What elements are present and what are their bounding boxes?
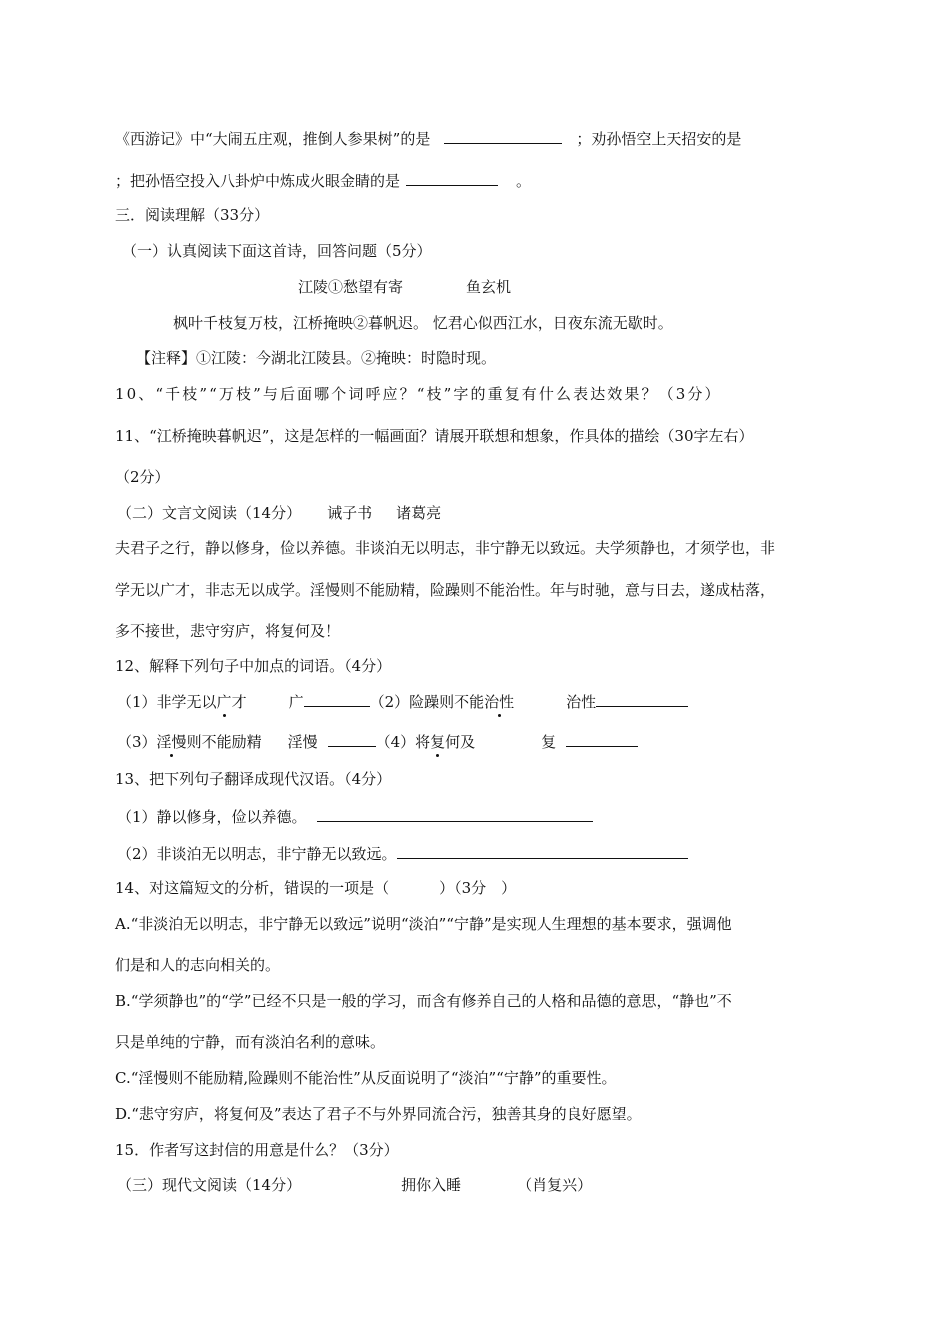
q12-item3-dotted: 淫慢 bbox=[156, 733, 187, 751]
q14-prompt-post: ）（3分 ） bbox=[439, 879, 517, 897]
q9-text-3: ；把孙悟空投入八卦炉中炼成火眼金睛的是 bbox=[115, 172, 401, 190]
question-15: 15．作者写这封信的用意是什么？（3分） bbox=[115, 1141, 399, 1159]
question-11: 11、“江桥掩映暮帆迟”，这是怎样的一幅画面？请展开联想和想象，作具体的描绘（30字左右） bbox=[115, 427, 754, 445]
question-12-row-2 bbox=[117, 731, 638, 752]
question-13-item-1 bbox=[117, 806, 593, 827]
q14-option-b-line-1: B.“学须静也”的“学”已经不只是一般的学习，而含有修养自己的人格和品德的意思，“静也”不 bbox=[115, 992, 732, 1010]
q12-item2-pre: （2）险躁则不能 bbox=[369, 693, 485, 711]
answer-blank-q12-2[interactable] bbox=[596, 691, 688, 707]
classical-line-3: 多不接世，悲守穷庐，将复何及！ bbox=[115, 622, 341, 640]
modern-author: （肖复兴） bbox=[517, 1176, 593, 1194]
q12-item1-word: 广 bbox=[288, 693, 304, 711]
poem-body: 枫叶千枝复万枝，江桥掩映②暮帆迟。 忆君心似西江水，日夜东流无歇时。 bbox=[173, 314, 673, 332]
q12-item4-pre: （4）将 bbox=[375, 733, 431, 751]
classical-line-2: 学无以广才，非志无以成学。淫慢则不能励精，险躁则不能治性。年与时驰，意与日去，遂成枯落， bbox=[115, 581, 776, 599]
classical-section-intro bbox=[117, 503, 441, 523]
q13-sentence-2: （2）非谈泊无以明志，非宁静无以致远。 bbox=[117, 845, 397, 863]
answer-blank-q9-1[interactable] bbox=[444, 128, 562, 144]
q14-option-a-line-1: A.“非淡泊无以明志，非宁静无以致远”说明“淡泊”“宁静”是实现人生理想的基本要求，强调他 bbox=[115, 915, 732, 933]
section-3-heading: 三．阅读理解（33分） bbox=[115, 206, 270, 224]
q12-item3-word: 淫慢 bbox=[287, 733, 318, 751]
q12-item4-dotted: 复 bbox=[430, 733, 446, 751]
q12-item3-pre: （3） bbox=[117, 733, 157, 751]
poem-author: 鱼玄机 bbox=[466, 278, 512, 296]
q12-item1-post: 才 bbox=[231, 693, 247, 711]
modern-section-intro bbox=[117, 1175, 592, 1195]
poem-note: 【注释】①江陵：今湖北江陵县。②掩映：时隐时现。 bbox=[136, 349, 497, 367]
question-9-line-2 bbox=[115, 170, 531, 191]
question-12-prompt: 12、解释下列句子中加点的词语。（4分） bbox=[115, 657, 392, 675]
q12-item4-word: 复 bbox=[541, 733, 557, 751]
answer-blank-q9-2[interactable] bbox=[406, 170, 498, 186]
classical-author: 诸葛亮 bbox=[396, 504, 442, 522]
q12-item1-dotted: 广 bbox=[216, 693, 232, 711]
q12-item2-dotted: 治性 bbox=[484, 693, 515, 711]
q12-item2-word: 治性 bbox=[566, 693, 597, 711]
q14-option-d: D.“悲守穷庐，将复何及”表达了君子不与外界同流合污，独善其身的良好愿望。 bbox=[115, 1105, 642, 1123]
q9-text-1: 《西游记》中“大闹五庄观，推倒人参果树”的是 bbox=[115, 130, 431, 148]
classical-line-1: 夫君子之行，静以修身，俭以养德。非谈泊无以明志，非宁静无以致远。夫学须静也，才须学也，非 bbox=[115, 539, 776, 557]
answer-blank-q12-1[interactable] bbox=[304, 691, 370, 707]
modern-intro: （三）现代文阅读（14分） bbox=[117, 1176, 302, 1194]
q14-prompt-pre: 14、对这篇短文的分析，错误的一项是（ bbox=[115, 879, 390, 897]
q14-option-a-line-2: 们是和人的志向相关的。 bbox=[115, 956, 281, 974]
q14-option-b-line-2: 只是单纯的宁静，而有淡泊名利的意味。 bbox=[115, 1033, 386, 1051]
answer-blank-q13-1[interactable] bbox=[317, 806, 593, 822]
q14-option-c: C.“淫慢则不能励精,险躁则不能治性”从反面说明了“淡泊”“宁静”的重要性。 bbox=[115, 1069, 617, 1087]
q12-item1-pre: （1）非学无以 bbox=[117, 693, 217, 711]
q12-item4-post: 何及 bbox=[445, 733, 476, 751]
q12-item3-post: 则不能励精 bbox=[186, 733, 262, 751]
modern-title: 拥你入睡 bbox=[401, 1176, 462, 1194]
question-12-row-1 bbox=[117, 691, 688, 712]
poem-title: 江陵①愁望有寄 bbox=[298, 278, 404, 296]
question-11-score: （2分） bbox=[115, 468, 170, 486]
question-9-line-1 bbox=[115, 128, 741, 149]
q9-text-4: 。 bbox=[516, 172, 532, 190]
question-14-prompt bbox=[115, 878, 516, 898]
poem-section-intro: （一）认真阅读下面这首诗，回答问题（5分） bbox=[122, 242, 432, 260]
q9-text-2: ；劝孙悟空上天招安的是 bbox=[576, 130, 742, 148]
answer-blank-q12-4[interactable] bbox=[566, 731, 638, 747]
question-10: 10、“千枝”“万枝”与后面哪个词呼应？“枝”字的重复有什么表达效果？（3分） bbox=[115, 385, 722, 403]
question-13-prompt: 13、把下列句子翻译成现代汉语。（4分） bbox=[115, 770, 392, 788]
classical-title: 诫子书 bbox=[327, 504, 373, 522]
answer-blank-q12-3[interactable] bbox=[328, 731, 376, 747]
classical-intro: （二）文言文阅读（14分） bbox=[117, 504, 302, 522]
q13-sentence-1: （1）静以修身，俭以养德。 bbox=[117, 808, 307, 826]
question-13-item-2 bbox=[117, 843, 688, 864]
answer-blank-q13-2[interactable] bbox=[397, 843, 688, 859]
